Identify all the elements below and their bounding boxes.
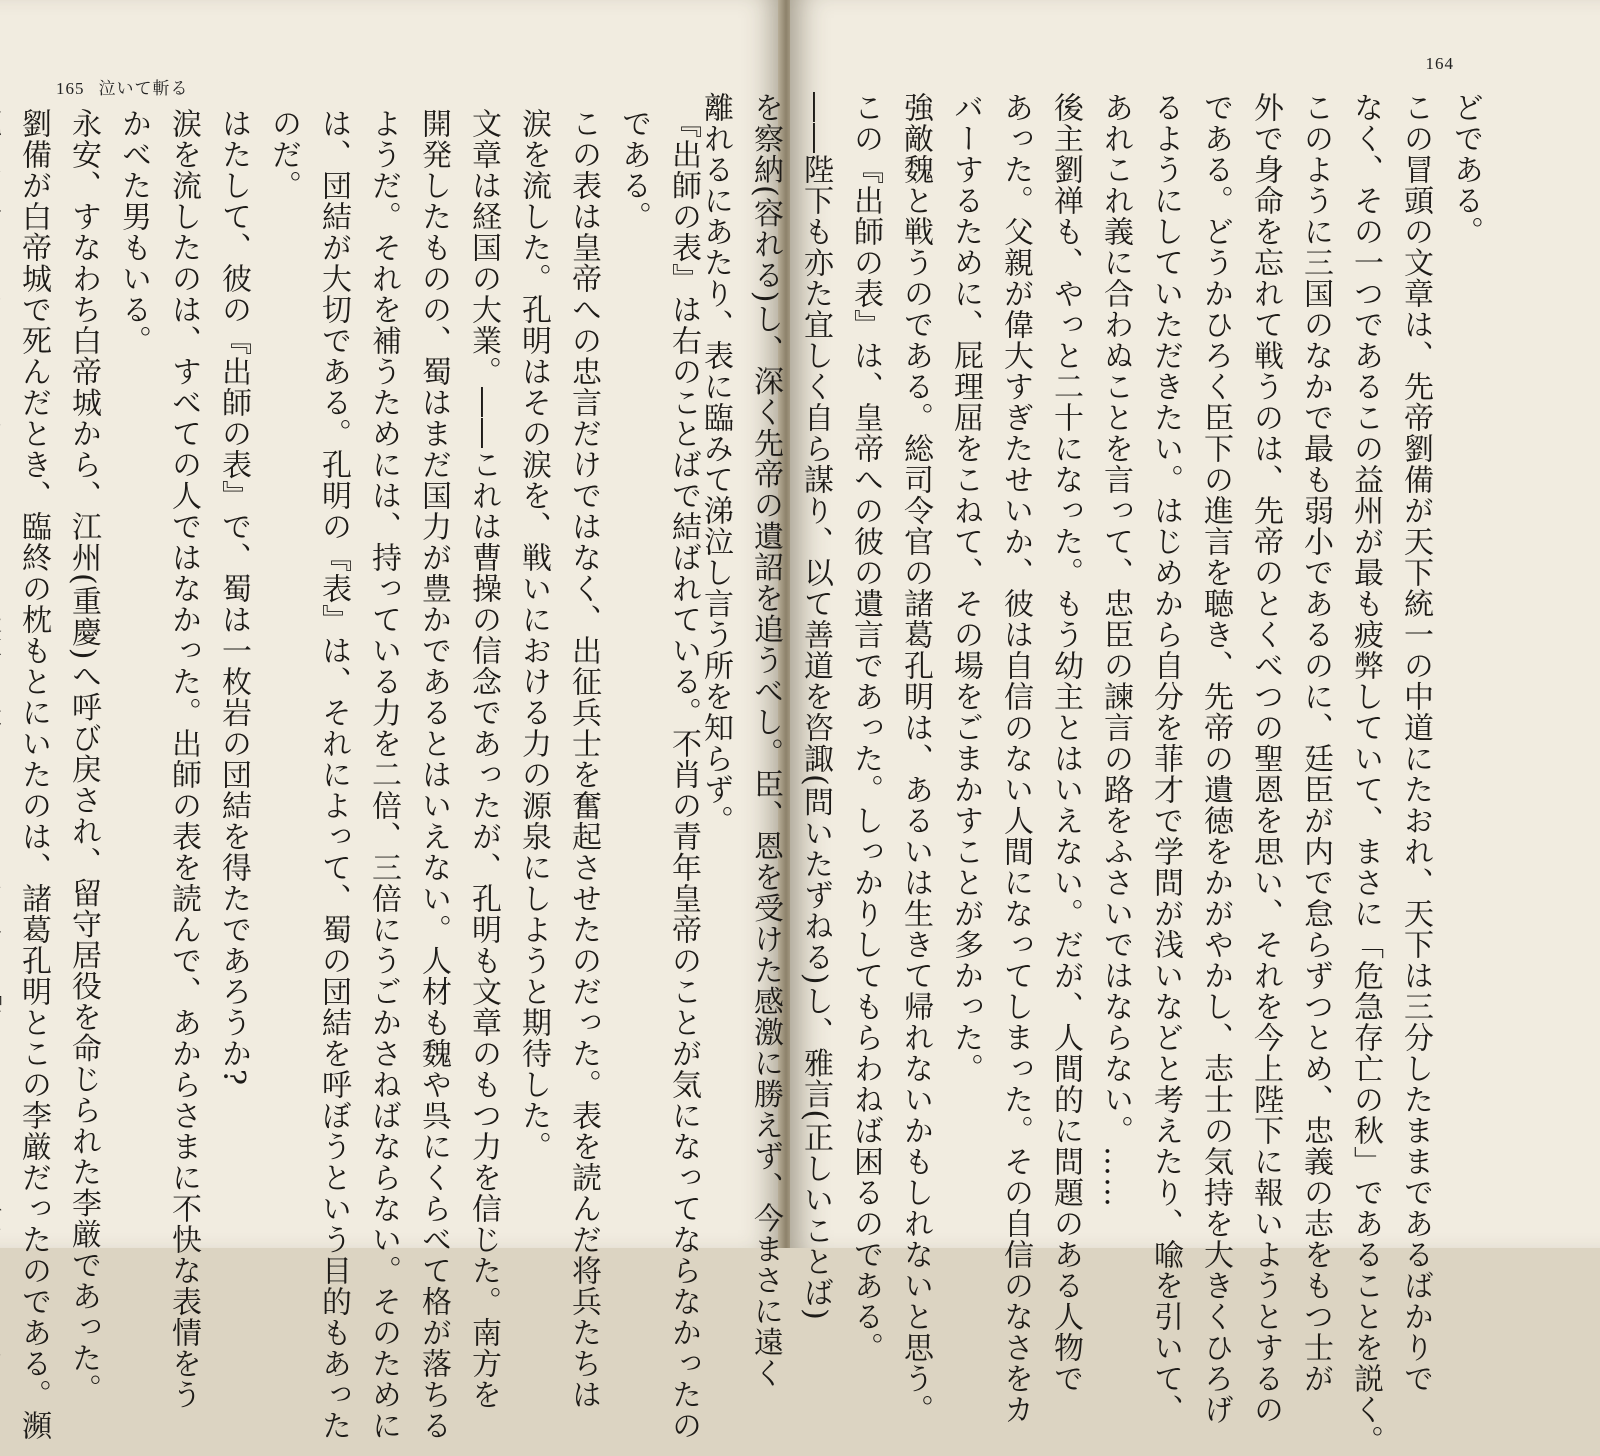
text-line: 永安、すなわち白帝城から、江州(重慶)へ呼び戻され、留守居役を命じられた李厳であった。 <box>66 108 101 1405</box>
text-line: この冒頭の文章は、先帝劉備が天下統一の中道にたおれ、天下は三分したままであるばかりで <box>1398 92 1433 1394</box>
left-page-header <box>56 74 189 99</box>
text-line: なく、その一つであるこの益州が最も疲弊していて、まさに「危急存亡の秋」であることを説く。 <box>1348 92 1383 1456</box>
text-line: 離れるにあたり、表に臨みて涕泣し言う所を知らず。 <box>698 92 733 836</box>
right-page <box>698 0 1600 1456</box>
text-line: どである。 <box>1448 92 1483 247</box>
text-line: ようだ。それを補うためには、持っている力を二倍、三倍にうごかさねばならない。そのために <box>366 108 401 1441</box>
text-line <box>0 108 8 1238</box>
text-line: 後主劉禅も、やっと二十になった。もう幼主とはいえない。だが、人間的に問題のある人物で <box>1048 92 1083 1394</box>
running-title: 泣いて斬る <box>98 79 189 99</box>
text-line: 強敵魏と戦うのである。総司令官の諸葛孔明は、あるいは生きて帰れないかもしれないと思う。 <box>898 92 933 1425</box>
text-line: 『出師の表』は右のことばで結ばれている。不肖の青年皇帝のことが気になってならなかったの <box>666 108 701 1441</box>
text-line: 劉備が白帝城で死んだとき、臨終の枕もとにいたのは、諸葛孔明とこの李厳だったのである。瀕 <box>16 108 51 1441</box>
text-line: 外で身命を忘れて戦うのは、先帝のとくべつの聖恩を思い、それを今上陛下に報いようとするの <box>1248 92 1283 1425</box>
text-line: はたして、彼の『出師の表』で、蜀は一枚岩の団結を得たであろうか? <box>216 108 251 1087</box>
text-line: 涙を流した。孔明はその涙を、戦いにおける力の源泉にしようと期待した。 <box>516 108 551 1162</box>
text-line: のだ。 <box>266 108 301 201</box>
left-page-text <box>16 108 708 1441</box>
text-line: あった。父親が偉大すぎたせいか、彼は自信のない人間になってしまった。その自信のなさをカ <box>998 92 1033 1425</box>
text-line: このように三国のなかで最も弱小であるのに、廷臣が内で怠らずつとめ、忠義の志をもつ士が <box>1298 92 1333 1394</box>
left-page <box>0 0 782 1441</box>
right-page-header <box>1426 54 1455 74</box>
text-line: あれこれ義に合わぬことを言って、忠臣の諫言の路をふさいではならない。…… <box>1098 92 1133 1208</box>
text-line: は、団結が大切である。孔明の『表』は、それによって、蜀の団結を呼ぼうという目的もあった <box>316 108 351 1441</box>
text-line: 開発したものの、蜀はまだ国力が豊かであるとはいえない。人材も魏や呉にくらべて格が落ちる <box>416 108 451 1441</box>
text-line: 涙を流したのは、すべての人ではなかった。出師の表を読んで、あからさまに不快な表情をう <box>166 108 201 1410</box>
text-line: 文章は経国の大業。――これは曹操の信念であったが、孔明も文章のもつ力を信じた。南方を <box>466 108 501 1410</box>
text-line: かべた男もいる。 <box>116 108 151 356</box>
text-line: である。どうかひろく臣下の進言を聴き、先帝の遺徳をかがやかし、志士の気持を大きくひろげ <box>1198 92 1233 1425</box>
text-line: この『出師の表』は、皇帝への彼の遺言であった。しっかりしてもらわねば困るのである。 <box>848 92 883 1363</box>
text-line: この表は皇帝への忠言だけではなく、出征兵士を奮起させたのだった。表を読んだ将兵たちは <box>566 108 601 1410</box>
text-line: ――陛下も亦た宜しく自ら謀り、以て善道を咨諏(問いたずねる)し、雅言(正しいことば) <box>798 92 833 1321</box>
text-line: である。 <box>616 108 651 232</box>
text-line: るようにしていただきたい。はじめから自分を菲才で学問が浅いなどと考えたり、喩を引いて、 <box>1148 92 1183 1425</box>
right-page-text <box>698 92 1490 1456</box>
page-number: 164 <box>1425 54 1454 73</box>
text-line: を察納(容れる)し、深く先帝の遺詔を追うべし。臣、恩を受けた感激に勝えず、今まさに遠く <box>748 92 783 1389</box>
page-number: 165 <box>56 79 85 98</box>
text-line: バーするために、屁理屈をこねて、その場をごまかすことが多かった。 <box>948 92 983 1084</box>
